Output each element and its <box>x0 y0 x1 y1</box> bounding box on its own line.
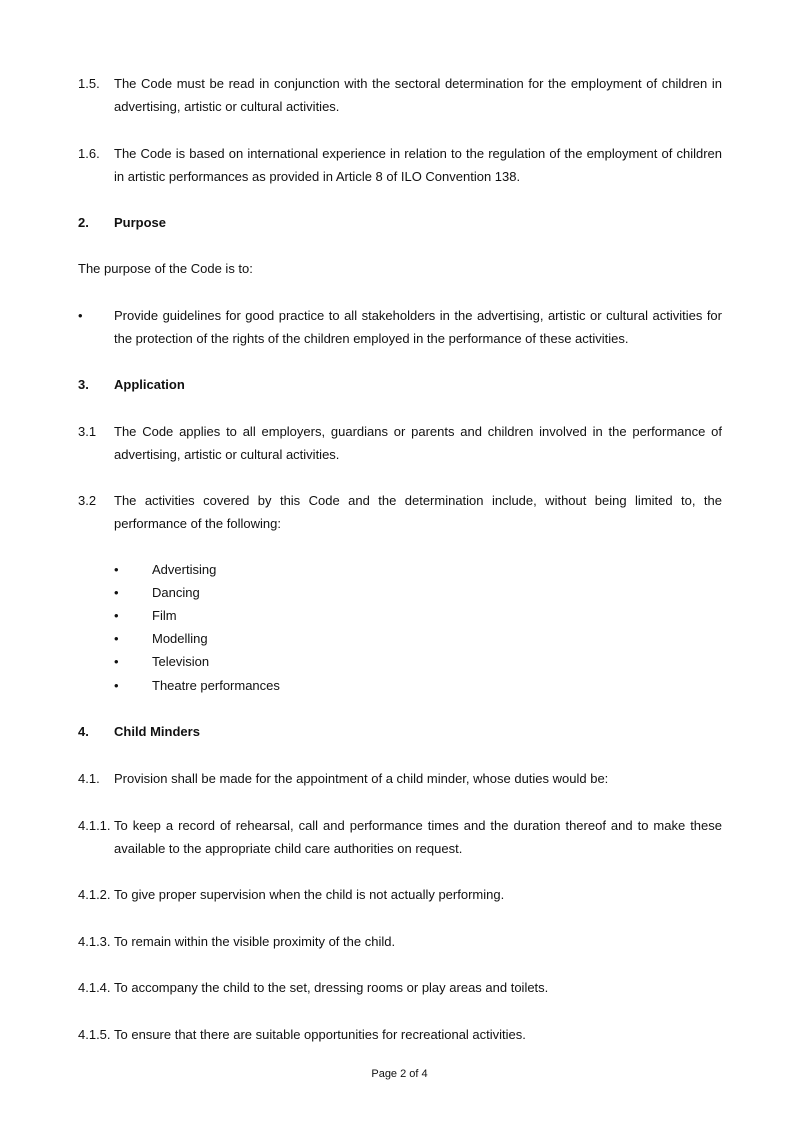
list-item <box>114 650 209 673</box>
bullet-icon: • <box>114 631 119 646</box>
clause-text: To keep a record of rehearsal, call and performance times and the duration thereof and to make these available to the appropriate child care authorities on request. <box>114 818 722 856</box>
clause-text: The Code must be read in conjunction with the sectoral determination for the employment of children in advertising, artistic or cultural activities. <box>114 76 722 114</box>
list-item-label: Television <box>152 654 210 669</box>
clause-text: Provision shall be made for the appointment of a child minder, whose duties would be: <box>114 771 609 786</box>
clause-text: To remain within the visible proximity of the child. <box>114 934 396 949</box>
clause-3-2 <box>78 489 722 535</box>
list-item <box>114 627 208 650</box>
clause-1-6 <box>78 142 722 188</box>
section-number: 2. <box>78 215 89 230</box>
bullet-icon: • <box>78 308 83 323</box>
list-item <box>114 581 200 604</box>
clause-text: To give proper supervision when the child is not actually performing. <box>114 887 505 902</box>
clause-4-1-1 <box>78 814 722 860</box>
clause-number: 4.1.2. <box>78 887 111 902</box>
list-item <box>114 604 177 627</box>
section-title: Application <box>114 377 185 392</box>
clause-4-1-3 <box>78 930 722 953</box>
bullet-text: Provide guidelines for good practice to all stakeholders in the advertising, artistic or cultural activities for the protection of the rights of the children employed in the performance of these activities. <box>114 308 722 346</box>
clause-number: 1.6. <box>78 146 100 161</box>
section-number: 4. <box>78 724 89 739</box>
clause-number: 4.1.5. <box>78 1027 111 1042</box>
clause-number: 4.1. <box>78 771 100 786</box>
section-heading-application <box>78 373 722 396</box>
section-heading-child-minders <box>78 720 722 743</box>
clause-number: 4.1.4. <box>78 980 111 995</box>
bullet-icon: • <box>114 654 119 669</box>
clause-number: 3.2 <box>78 493 97 508</box>
clause-1-5 <box>78 72 722 118</box>
purpose-bullet <box>78 304 722 350</box>
bullet-icon: • <box>114 585 119 600</box>
clause-number: 4.1.1. <box>78 818 111 833</box>
list-item-label: Film <box>152 608 177 623</box>
clause-4-1 <box>78 767 722 790</box>
clause-text: The activities covered by this Code and the determination include, without being limited to, the performance of the following: <box>114 493 722 531</box>
bullet-icon: • <box>114 608 119 623</box>
bullet-icon: • <box>114 678 119 693</box>
list-item-label: Dancing <box>152 585 200 600</box>
clause-3-1 <box>78 420 722 466</box>
clause-text: The Code applies to all employers, guardians or parents and children involved in the performance of advertising, artistic or cultural activities. <box>114 424 722 462</box>
clause-number: 1.5. <box>78 76 100 91</box>
list-item <box>114 674 280 697</box>
list-item-label: Advertising <box>152 562 217 577</box>
list-item-label: Modelling <box>152 631 208 646</box>
clause-text: The Code is based on international experience in relation to the regulation of the employment of children in artistic performances as provided in Article 8 of ILO Convention 138. <box>114 146 722 184</box>
purpose-intro: The purpose of the Code is to: <box>78 261 253 276</box>
list-item <box>114 558 216 581</box>
clause-text: To accompany the child to the set, dressing rooms or play areas and toilets. <box>114 980 549 995</box>
section-title: Purpose <box>114 215 167 230</box>
bullet-icon: • <box>114 562 119 577</box>
section-heading-purpose <box>78 211 722 234</box>
clause-number: 4.1.3. <box>78 934 111 949</box>
section-title: Child Minders <box>114 724 200 739</box>
clause-4-1-2 <box>78 883 722 906</box>
page-number-footer: Page 2 of 4 <box>371 1068 428 1080</box>
clause-4-1-5 <box>78 1023 722 1046</box>
clause-4-1-4 <box>78 976 722 999</box>
clause-text: To ensure that there are suitable opportunities for recreational activities. <box>114 1027 526 1042</box>
section-number: 3. <box>78 377 89 392</box>
list-item-label: Theatre performances <box>152 678 280 693</box>
clause-number: 3.1 <box>78 424 97 439</box>
